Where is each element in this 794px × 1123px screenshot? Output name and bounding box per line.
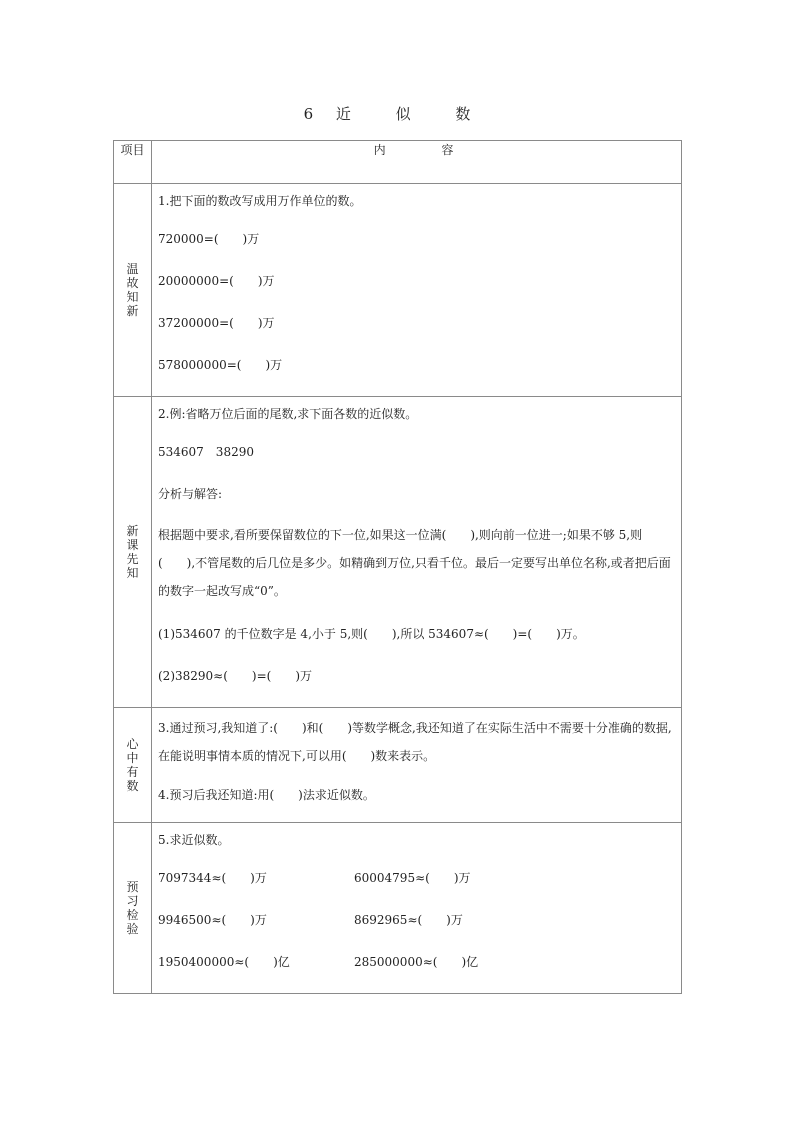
section-content-review bbox=[152, 184, 682, 397]
table-header-row bbox=[114, 141, 682, 184]
exercise-right: 285000000≈( )亿 bbox=[354, 955, 479, 969]
exercise-left: 9946500≈( )万 bbox=[158, 913, 267, 927]
section-label-preview: 新 课 先 知 bbox=[114, 397, 152, 708]
page-title bbox=[0, 103, 794, 124]
example-numbers: 534607 38290 bbox=[158, 445, 254, 459]
question-5: 5.求近似数。 bbox=[158, 833, 230, 847]
exercise-line: 37200000=( )万 bbox=[158, 316, 275, 330]
exercise-right: 60004795≈( )万 bbox=[354, 871, 471, 885]
section-label-understanding: 心 中 有 数 bbox=[114, 708, 152, 823]
exercise-line: 578000000=( )万 bbox=[158, 358, 283, 372]
solution-line-1: (1)534607 的千位数字是 4,小于 5,则( ),所以 534607≈( )=( )万。 bbox=[158, 627, 585, 641]
lesson-table bbox=[113, 140, 682, 994]
solution-line-2: (2)38290≈( )=( )万 bbox=[158, 669, 313, 683]
exercise-left: 7097344≈( )万 bbox=[158, 871, 267, 885]
exercise-left: 1950400000≈( )亿 bbox=[158, 955, 290, 969]
table-row-check bbox=[114, 823, 682, 994]
table-row-review bbox=[114, 184, 682, 397]
header-content: 内 容 bbox=[152, 141, 682, 184]
section-label-check: 预 习 检 验 bbox=[114, 823, 152, 994]
analysis-heading: 分析与解答: bbox=[158, 487, 223, 501]
lesson-title: 近 似 数 bbox=[335, 105, 491, 123]
exercise-pair bbox=[158, 857, 675, 899]
lesson-number: 6 bbox=[303, 105, 315, 123]
section-content-check bbox=[152, 823, 682, 994]
table-row-preview bbox=[114, 397, 682, 708]
exercise-pair bbox=[158, 941, 675, 983]
question-2: 2.例:省略万位后面的尾数,求下面各数的近似数。 bbox=[158, 407, 418, 421]
exercise-line: 720000=( )万 bbox=[158, 232, 260, 246]
exercise-right: 8692965≈( )万 bbox=[354, 913, 463, 927]
question-3: 3.通过预习,我知道了:( )和( )等数学概念,我还知道了在实际生活中不需要十分准确的数据,在能说明事情本质的情况下,可以用( )数来表示。 bbox=[158, 721, 672, 763]
section-label-review: 温 故 知 新 bbox=[114, 184, 152, 397]
question-4: 4.预习后我还知道:用( )法求近似数。 bbox=[158, 788, 375, 802]
table-row-understanding bbox=[114, 708, 682, 823]
question-1: 1.把下面的数改写成用万作单位的数。 bbox=[158, 194, 362, 208]
analysis-paragraph: 根据题中要求,看所要保留数位的下一位,如果这一位满( ),则向前一位进一;如果不够 5,则( ),不管尾数的后几位是多少。如精确到万位,只看千位。最后一定要写出单位名称,或者把后面的数字一起改写成“0”。 bbox=[158, 528, 671, 598]
exercise-pair bbox=[158, 899, 675, 941]
exercise-line: 20000000=( )万 bbox=[158, 274, 275, 288]
header-item: 项目 bbox=[114, 141, 152, 184]
section-content-preview bbox=[152, 397, 682, 708]
section-content-understanding bbox=[152, 708, 682, 823]
